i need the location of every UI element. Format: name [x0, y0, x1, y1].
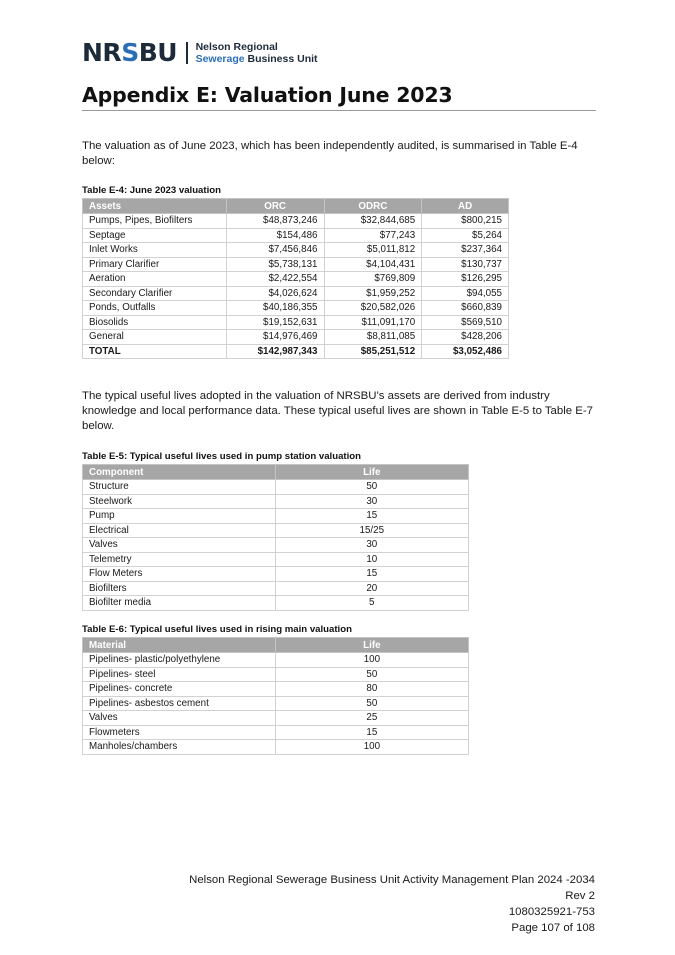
life-value: 100: [275, 740, 468, 755]
table-row: [83, 315, 509, 330]
component-name: Biofilter media: [83, 596, 276, 611]
asset-name: Biosolids: [83, 315, 227, 330]
life-value: 80: [275, 682, 468, 697]
ad-value: $130,737: [422, 257, 509, 272]
rising-main-lives-table: [82, 637, 469, 755]
orc-value: $40,186,355: [226, 301, 324, 316]
col-header-ad: AD: [422, 199, 509, 214]
asset-name: General: [83, 330, 227, 345]
table-row: [83, 653, 469, 668]
footer-page-number: Page 107 of 108: [511, 922, 595, 934]
footer-revision: Rev 2: [565, 890, 595, 902]
table-row: [83, 480, 469, 495]
col-header-life: Life: [275, 638, 468, 653]
table-total-row: [83, 344, 509, 359]
component-name: Telemetry: [83, 552, 276, 567]
logo-subtitle: [196, 41, 318, 65]
life-value: 5: [275, 596, 468, 611]
logo-subtitle-line1: Nelson Regional: [195, 41, 278, 53]
page-title: Appendix E: Valuation June 2023: [82, 83, 453, 107]
ad-value: $428,206: [422, 330, 509, 345]
table-header-row: [83, 465, 469, 480]
orc-value: $14,976,469: [226, 330, 324, 345]
orc-value: $19,152,631: [226, 315, 324, 330]
table-row: [83, 330, 509, 345]
component-name: Steelwork: [83, 494, 276, 509]
asset-name: Pumps, Pipes, Biofilters: [83, 214, 227, 229]
ad-value: $569,510: [422, 315, 509, 330]
intro-paragraph: The valuation as of June 2023, which has been independently audited, is summarised in Table E-4 below:: [82, 140, 578, 167]
component-name: Electrical: [83, 523, 276, 538]
component-name: Biofilters: [83, 581, 276, 596]
table-row: [83, 596, 469, 611]
life-value: 15: [275, 567, 468, 582]
table-header-row: [83, 199, 509, 214]
material-name: Pipelines- steel: [83, 667, 276, 682]
life-value: 50: [275, 480, 468, 495]
table-e6-caption: Table E-6: Typical useful lives used in rising main valuation: [82, 624, 352, 635]
table-row: [83, 725, 469, 740]
logo-wordmark: NRSBU: [82, 38, 178, 67]
col-header-odrc: ODRC: [324, 199, 422, 214]
table-row: [83, 509, 469, 524]
life-value: 30: [275, 494, 468, 509]
asset-name: Inlet Works: [83, 243, 227, 258]
col-header-orc: ORC: [226, 199, 324, 214]
material-name: Pipelines- plastic/polyethylene: [83, 653, 276, 668]
col-header-assets: Assets: [83, 199, 227, 214]
col-header-component: Component: [83, 465, 276, 480]
odrc-value: $8,811,085: [324, 330, 422, 345]
table-row: [83, 494, 469, 509]
footer-document-id: 1080325921-753: [508, 906, 595, 918]
odrc-total: $85,251,512: [324, 344, 422, 359]
table-row: [83, 523, 469, 538]
life-value: 30: [275, 538, 468, 553]
material-name: Pipelines- concrete: [83, 682, 276, 697]
life-value: 50: [275, 696, 468, 711]
table-e4-caption: Table E-4: June 2023 valuation: [82, 185, 221, 196]
material-name: Pipelines- asbestos cement: [83, 696, 276, 711]
ad-value: $800,215: [422, 214, 509, 229]
logo-divider: [186, 42, 188, 64]
component-name: Flow Meters: [83, 567, 276, 582]
component-name: Valves: [83, 538, 276, 553]
footer-plan-title: Nelson Regional Sewerage Business Unit Activity Management Plan 2024 -2034: [189, 874, 595, 886]
orc-value: $4,026,624: [226, 286, 324, 301]
orc-value: $48,873,246: [226, 214, 324, 229]
nrsbu-logo: [82, 38, 318, 68]
table-row: [83, 682, 469, 697]
life-value: 15/25: [275, 523, 468, 538]
orc-total: $142,987,343: [226, 344, 324, 359]
table-row: [83, 272, 509, 287]
odrc-value: $4,104,431: [324, 257, 422, 272]
odrc-value: $5,011,812: [324, 243, 422, 258]
table-row: [83, 301, 509, 316]
material-name: Manholes/chambers: [83, 740, 276, 755]
asset-name: Primary Clarifier: [83, 257, 227, 272]
table-row: [83, 214, 509, 229]
orc-value: $2,422,554: [226, 272, 324, 287]
orc-value: $5,738,131: [226, 257, 324, 272]
table-header-row: [83, 638, 469, 653]
title-rule: [82, 110, 596, 111]
odrc-value: $20,582,026: [324, 301, 422, 316]
table-row: [83, 286, 509, 301]
life-value: 50: [275, 667, 468, 682]
ad-total: $3,052,486: [422, 344, 509, 359]
life-value: 25: [275, 711, 468, 726]
odrc-value: $1,959,252: [324, 286, 422, 301]
table-row: [83, 696, 469, 711]
col-header-life: Life: [275, 465, 468, 480]
asset-name: Aeration: [83, 272, 227, 287]
table-row: [83, 711, 469, 726]
logo-subtitle-sewerage: Sewerage: [195, 53, 245, 65]
col-header-material: Material: [83, 638, 276, 653]
valuation-table: [82, 198, 509, 359]
pump-station-lives-table: [82, 464, 469, 611]
table-row: [83, 581, 469, 596]
ad-value: $94,055: [422, 286, 509, 301]
ad-value: $660,839: [422, 301, 509, 316]
material-name: Flowmeters: [83, 725, 276, 740]
odrc-value: $77,243: [324, 228, 422, 243]
life-value: 15: [275, 725, 468, 740]
table-row: [83, 228, 509, 243]
life-value: 100: [275, 653, 468, 668]
life-value: 20: [275, 581, 468, 596]
table-row: [83, 567, 469, 582]
component-name: Structure: [83, 480, 276, 495]
table-e5-caption: Table E-5: Typical useful lives used in pump station valuation: [82, 451, 361, 462]
table-row: [83, 257, 509, 272]
table-row: [83, 740, 469, 755]
odrc-value: $769,809: [324, 272, 422, 287]
asset-name: Ponds, Outfalls: [83, 301, 227, 316]
page-footer: [189, 872, 595, 936]
table-row: [83, 243, 509, 258]
table-row: [83, 552, 469, 567]
total-label: TOTAL: [83, 344, 227, 359]
ad-value: $5,264: [422, 228, 509, 243]
life-value: 10: [275, 552, 468, 567]
logo-subtitle-business-unit: Business Unit: [247, 53, 318, 65]
ad-value: $237,364: [422, 243, 509, 258]
odrc-value: $11,091,170: [324, 315, 422, 330]
table-row: [83, 538, 469, 553]
orc-value: $154,486: [226, 228, 324, 243]
orc-value: $7,456,846: [226, 243, 324, 258]
asset-name: Septage: [83, 228, 227, 243]
material-name: Valves: [83, 711, 276, 726]
ad-value: $126,295: [422, 272, 509, 287]
component-name: Pump: [83, 509, 276, 524]
table-row: [83, 667, 469, 682]
life-value: 15: [275, 509, 468, 524]
odrc-value: $32,844,685: [324, 214, 422, 229]
useful-lives-paragraph: The typical useful lives adopted in the valuation of NRSBU’s assets are derived from industry knowledge and local performance data. These typical useful lives are shown in Table E-5 to Table E-7 below.: [82, 390, 593, 432]
asset-name: Secondary Clarifier: [83, 286, 227, 301]
